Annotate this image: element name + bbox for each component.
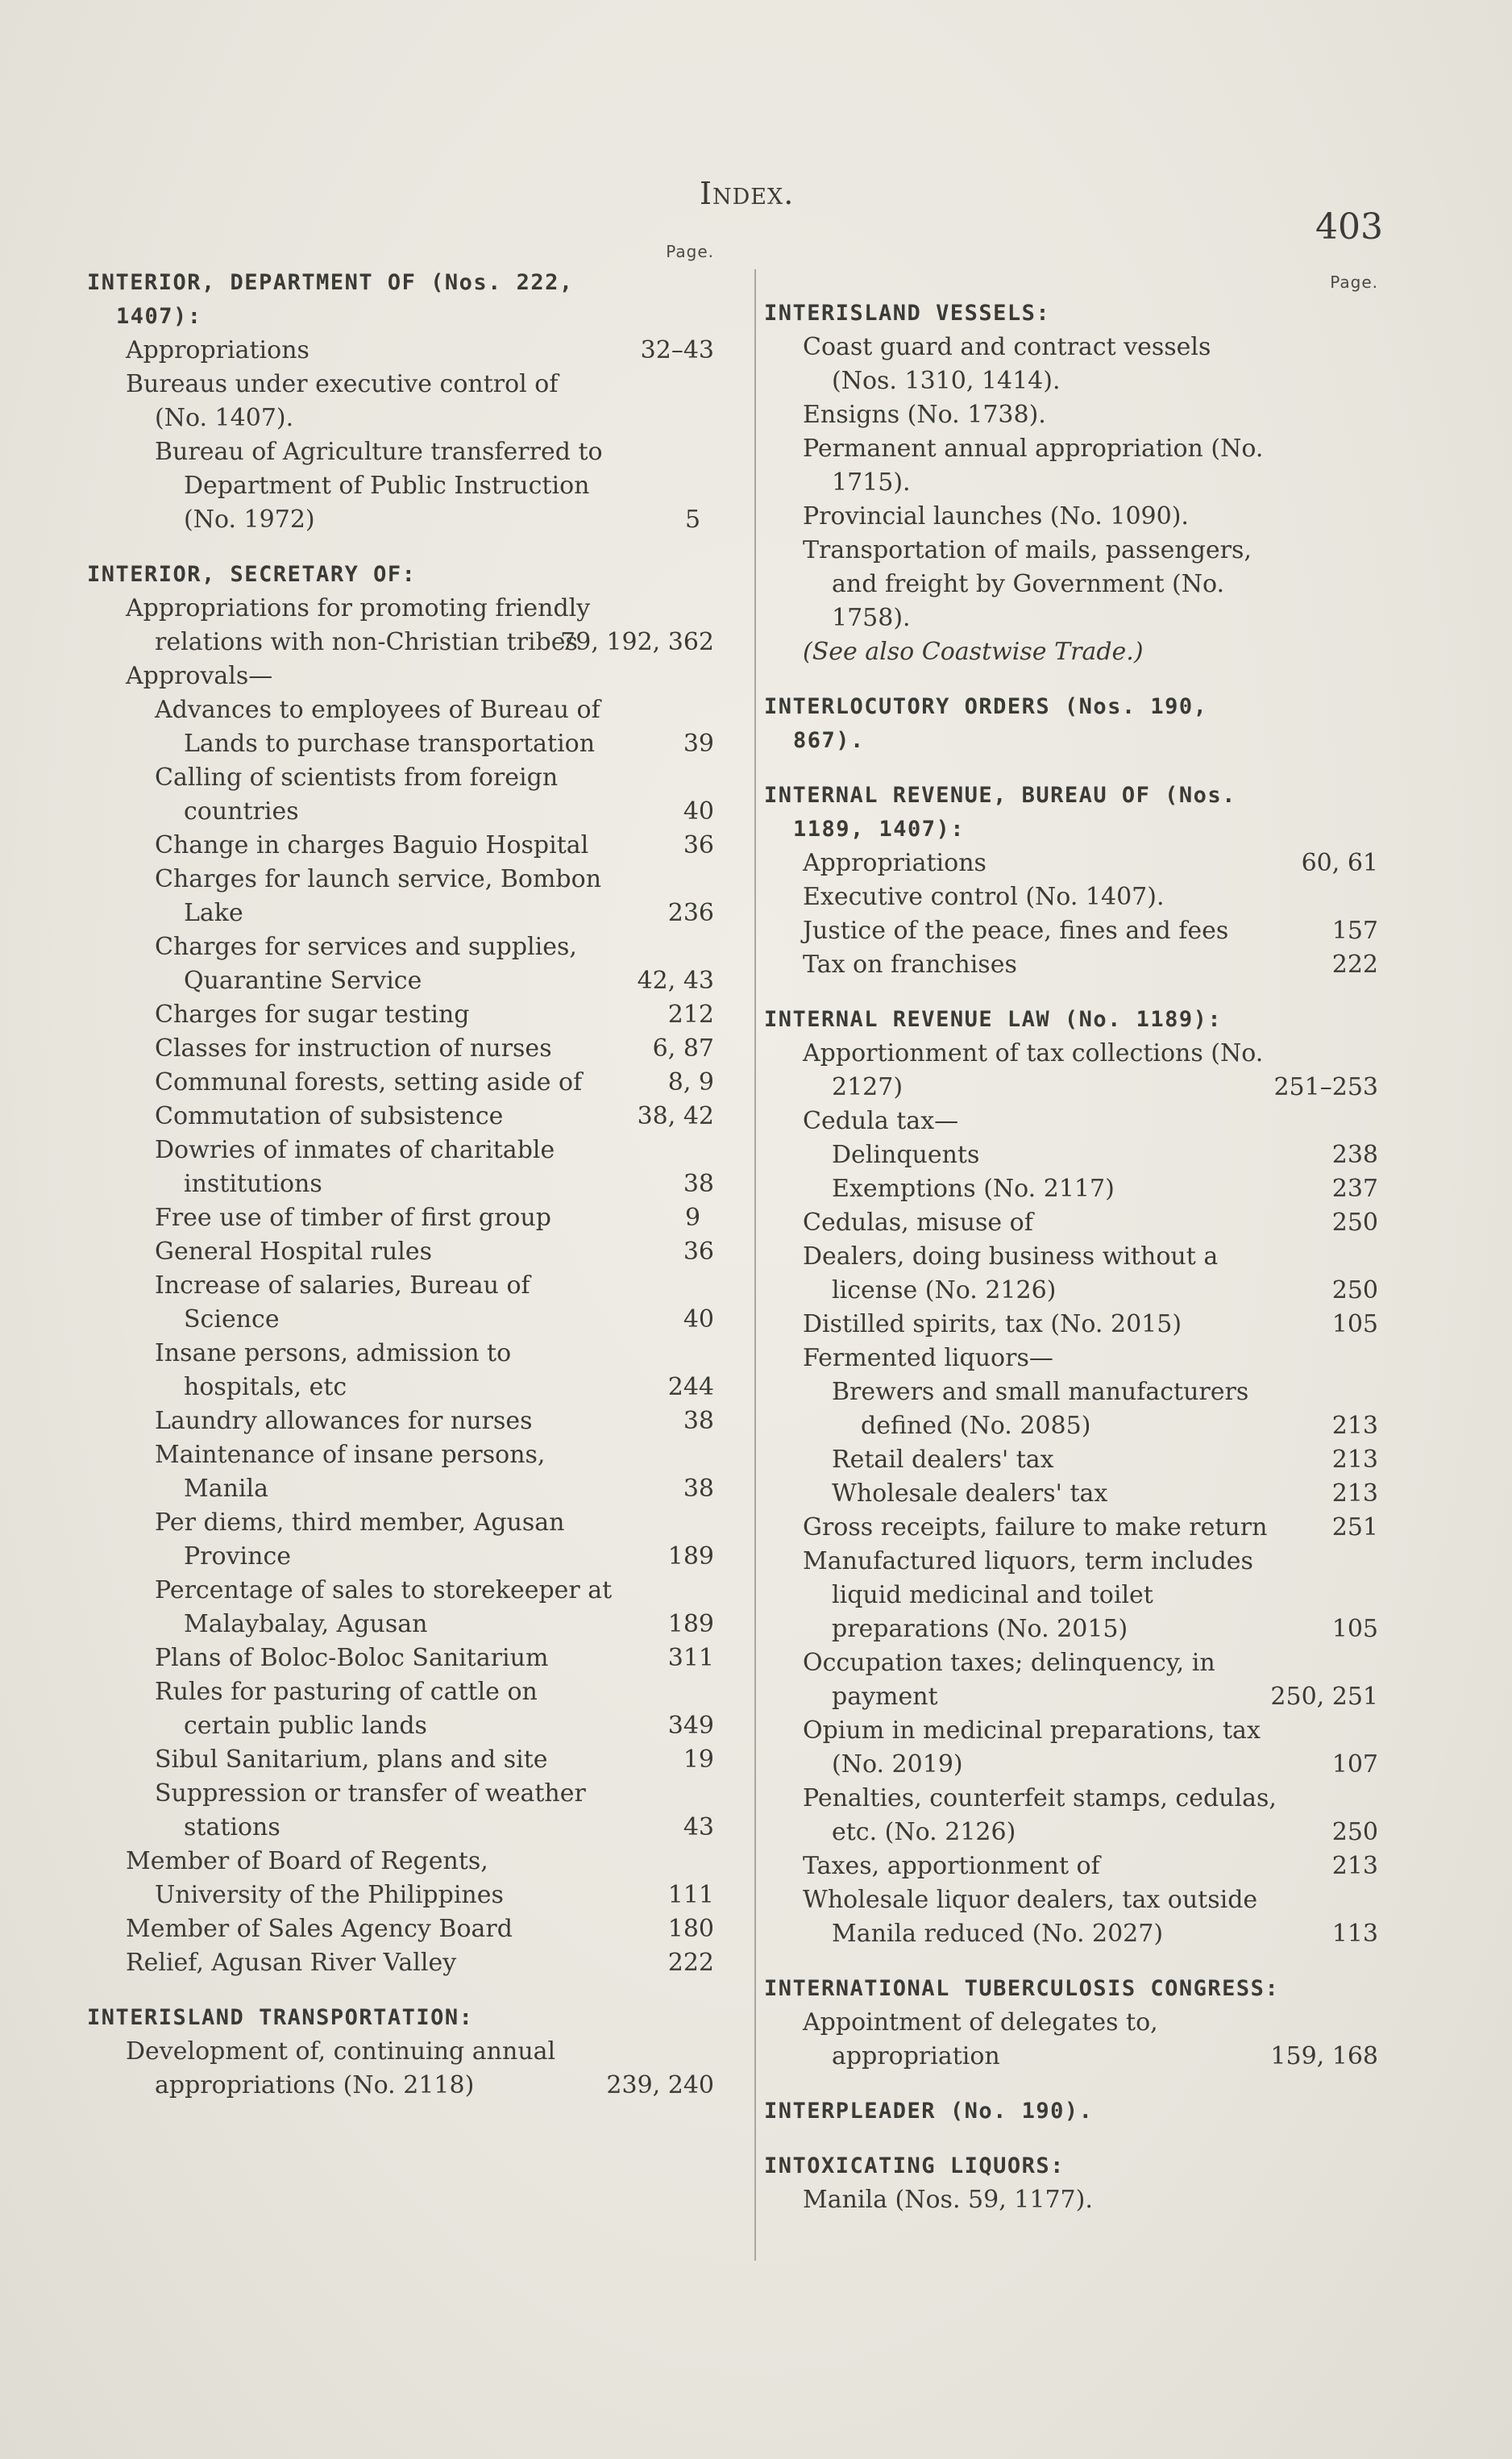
- index-entry: [87, 1743, 714, 1777]
- entry-text: Manufactured liquors, term includes liquid medicinal and toilet preparations (No. 2015): [803, 1547, 1253, 1643]
- entry-page-ref: 105: [1331, 1615, 1378, 1643]
- index-entry: [87, 1235, 714, 1269]
- entry-text: Wholesale dealers' tax: [832, 1479, 1108, 1508]
- index-entry: [87, 998, 714, 1032]
- entry-text: Occupation taxes; delinquency, in payment: [803, 1649, 1215, 1711]
- entry-text: Percentage of sales to storekeeper at Malaybalay, Agusan: [155, 1576, 613, 1638]
- index-entry: [87, 1675, 714, 1743]
- entry-gap: [87, 537, 714, 558]
- entry-text: Manila (Nos. 59, 1177).: [803, 2186, 1093, 2214]
- entry-text: Dowries of inmates of charitable institutions: [155, 1136, 555, 1198]
- index-entry: [764, 948, 1378, 982]
- index-heading: [764, 1972, 1378, 2006]
- index-entry: [87, 1912, 714, 1946]
- index-entry: [87, 1641, 714, 1675]
- entry-text: Charges for sugar testing: [155, 1001, 470, 1029]
- index-heading: [764, 690, 1378, 758]
- index-entry: [764, 914, 1378, 948]
- index-entry: [764, 847, 1378, 880]
- entry-page-ref: 213: [1331, 1479, 1378, 1508]
- entry-text: Justice of the peace, fines and fees: [803, 917, 1229, 945]
- left-column: [87, 242, 714, 2103]
- index-heading: [764, 297, 1378, 331]
- entry-text: Dealers, doing business without a license (No. 2126): [803, 1242, 1219, 1304]
- entry-text: Fermented liquors—: [803, 1344, 1053, 1372]
- entry-page-ref: 251–253: [1273, 1073, 1378, 1101]
- entry-text: Rules for pasturing of cattle on certain public lands: [155, 1678, 538, 1740]
- entry-page-ref: 250: [1331, 1818, 1378, 1846]
- entry-text: Communal forests, setting aside of: [155, 1068, 583, 1096]
- index-entry: [764, 1477, 1378, 1511]
- entry-text: Member of Board of Regents, University of the Philippines: [126, 1847, 504, 1909]
- entry-text: INTERLOCUTORY ORDERS (Nos. 190, 867).: [764, 694, 1208, 753]
- entry-page-ref: 349: [667, 1712, 714, 1740]
- index-entry: [87, 1269, 714, 1337]
- entry-text: INTERIOR, DEPARTMENT OF (Nos. 222, 1407):: [87, 270, 574, 329]
- entry-page-ref: 32–43: [640, 336, 714, 364]
- entry-page-ref: 38: [683, 1475, 714, 1503]
- page-column-label: Page.: [1330, 273, 1378, 292]
- index-entry: [87, 368, 714, 435]
- entry-text: Ensigns (No. 1738).: [803, 401, 1046, 429]
- index-entry: [764, 398, 1378, 432]
- entry-text: Permanent annual appropriation (No. 1715).: [803, 435, 1264, 497]
- entry-page-ref: 111: [667, 1881, 714, 1909]
- index-entry: [764, 331, 1378, 398]
- index-entry: [764, 534, 1378, 635]
- entry-page-ref: 105: [1331, 1310, 1378, 1338]
- index-entry: [87, 1438, 714, 1506]
- entry-page-ref: 36: [683, 831, 714, 859]
- index-heading: [764, 779, 1378, 847]
- entry-text: Free use of timber of first group: [155, 1204, 552, 1232]
- page-column-label: Page.: [666, 242, 714, 261]
- entry-text: Charges for services and supplies, Quarantine Service: [155, 933, 577, 995]
- entry-page-ref: 244: [667, 1373, 714, 1401]
- index-entry: [764, 432, 1378, 500]
- index-entry: [87, 1845, 714, 1912]
- running-head: Index.: [700, 176, 795, 211]
- index-entry: [87, 1134, 714, 1201]
- index-entry: [87, 334, 714, 368]
- entry-text: Delinquents: [832, 1141, 980, 1169]
- entry-text: Exemptions (No. 2117): [832, 1175, 1115, 1203]
- entry-page-ref: 79, 192, 362: [560, 628, 714, 656]
- entry-text: Calling of scientists from foreign countries: [155, 763, 559, 826]
- entry-text: INTERISLAND TRANSPORTATION:: [87, 2005, 474, 2030]
- entry-gap: [764, 669, 1378, 690]
- index-entry: [764, 635, 1378, 669]
- entry-gap: [764, 982, 1378, 1003]
- entry-text: Relief, Agusan River Valley: [126, 1949, 457, 1977]
- entry-text: Commutation of subsistence: [155, 1102, 504, 1130]
- entry-text: Classes for instruction of nurses: [155, 1034, 552, 1063]
- entry-text: Member of Sales Agency Board: [126, 1915, 513, 1943]
- entry-page-ref: 40: [683, 1305, 714, 1334]
- entry-page-ref: 159, 168: [1270, 2042, 1378, 2070]
- entry-page-ref: 311: [667, 1644, 714, 1672]
- entry-text: Tax on franchises: [803, 951, 1017, 979]
- index-entry: [87, 1066, 714, 1100]
- index-entry: [87, 761, 714, 829]
- index-entry: [764, 1206, 1378, 1240]
- index-entry: [87, 1100, 714, 1134]
- index-entry: [87, 659, 714, 693]
- entry-text: Penalties, counterfeit stamps, cedulas, etc. (No. 2126): [803, 1784, 1277, 1846]
- right-entries: [764, 297, 1378, 2217]
- entry-page-ref: 251: [1331, 1513, 1378, 1542]
- entry-text: Transportation of mails, passengers, and freight by Government (No. 1758).: [803, 536, 1252, 632]
- entry-page-ref: 189: [667, 1542, 714, 1571]
- entry-page-ref: 239, 240: [606, 2071, 714, 2099]
- entry-text: Taxes, apportionment of: [803, 1852, 1100, 1880]
- entry-page-ref: 107: [1331, 1750, 1378, 1779]
- entry-page-ref: 43: [683, 1813, 714, 1841]
- entry-text: INTERISLAND VESSELS:: [764, 301, 1051, 326]
- entry-text: Bureau of Agriculture transferred to Department of Public Instruction (No. 1972): [155, 438, 603, 534]
- entry-gap: [764, 1951, 1378, 1972]
- entry-page-ref: 6, 87: [652, 1034, 714, 1063]
- entry-page-ref: 213: [1331, 1412, 1378, 1440]
- entry-text: Brewers and small manufacturers defined (No. 2085): [832, 1378, 1249, 1440]
- entry-gap: [87, 1980, 714, 2001]
- index-entry: [87, 1506, 714, 1574]
- entry-text: Maintenance of insane persons, Manila: [155, 1441, 546, 1503]
- entry-text: Appointment of delegates to, appropriation: [803, 2008, 1158, 2070]
- index-heading: [87, 2001, 714, 2035]
- index-entry: [764, 1443, 1378, 1477]
- entry-text: Laundry allowances for nurses: [155, 1407, 533, 1435]
- entry-text: Distilled spirits, tax (No. 2015): [803, 1310, 1182, 1338]
- entry-page-ref: 40: [683, 797, 714, 826]
- index-entry: [764, 1240, 1378, 1308]
- entry-text: Wholesale liquor dealers, tax outside Manila reduced (No. 2027): [803, 1886, 1258, 1948]
- index-entry: [87, 1777, 714, 1845]
- entry-text: Advances to employees of Bureau of Lands to purchase transportation: [155, 696, 600, 758]
- index-entry: [87, 693, 714, 761]
- entry-text: Charges for launch service, Bombon Lake: [155, 865, 602, 927]
- entry-text: Approvals—: [126, 662, 273, 690]
- entry-text: INTERNAL REVENUE, BUREAU OF (Nos. 1189, 1407):: [764, 783, 1236, 842]
- index-entry: [87, 930, 714, 998]
- entry-page-ref: 213: [1331, 1446, 1378, 1474]
- index-entry: [87, 1032, 714, 1066]
- index-heading: [764, 2095, 1378, 2128]
- index-entry: [87, 1337, 714, 1404]
- index-entry: [764, 1037, 1378, 1105]
- entry-text: INTERIOR, SECRETARY OF:: [87, 562, 417, 587]
- left-entries: [87, 266, 714, 2103]
- entry-text: Gross receipts, failure to make return: [803, 1513, 1268, 1542]
- entry-gap: [764, 758, 1378, 779]
- index-entry: [87, 1404, 714, 1438]
- entry-page-ref: 60, 61: [1301, 849, 1378, 877]
- right-column: [764, 273, 1378, 2217]
- index-entry: [764, 1375, 1378, 1443]
- index-entry: [764, 1782, 1378, 1849]
- entry-text: Coast guard and contract vessels (Nos. 1310, 1414).: [803, 333, 1211, 395]
- entry-page-ref: 180: [667, 1915, 714, 1943]
- entry-gap: [764, 2074, 1378, 2095]
- index-entry: [764, 2183, 1378, 2217]
- index-entry: [764, 1342, 1378, 1375]
- entry-text: Appropriations: [126, 336, 309, 364]
- entry-text: Retail dealers' tax: [832, 1446, 1054, 1474]
- index-entry: [764, 500, 1378, 534]
- index-entry: [764, 1172, 1378, 1206]
- entry-page-ref: 189: [667, 1610, 714, 1638]
- entry-text: Opium in medicinal preparations, tax (No. 2019): [803, 1716, 1261, 1779]
- index-entry: [87, 1946, 714, 1980]
- entry-text: Sibul Sanitarium, plans and site: [155, 1745, 548, 1774]
- index-entry: [764, 1511, 1378, 1545]
- entry-text: INTERNATIONAL TUBERCULOSIS CONGRESS:: [764, 1976, 1280, 2001]
- index-entry: [764, 880, 1378, 914]
- index-heading: [764, 2149, 1378, 2183]
- entry-text: Provincial launches (No. 1090).: [803, 502, 1189, 530]
- entry-text: Suppression or transfer of weather stations: [155, 1779, 586, 1841]
- entry-text: General Hospital rules: [155, 1238, 433, 1266]
- entry-page-ref: 42, 43: [637, 967, 714, 995]
- entry-page-ref: 36: [683, 1238, 714, 1266]
- index-heading: [87, 266, 714, 334]
- entry-page-ref: 157: [1331, 917, 1378, 945]
- page-number: 403: [1315, 206, 1383, 248]
- index-entry: [764, 2006, 1378, 2074]
- entry-page-ref: 250, 251: [1270, 1683, 1378, 1711]
- index-entry: [87, 2035, 714, 2103]
- entry-text: INTOXICATING LIQUORS:: [764, 2153, 1065, 2178]
- index-entry: [87, 863, 714, 930]
- entry-text: Per diems, third member, Agusan Province: [155, 1508, 565, 1571]
- entry-text: Appropriations for promoting friendly relations with non-Christian tribes: [126, 594, 591, 656]
- entry-page-ref: 250: [1331, 1276, 1378, 1304]
- entry-page-ref: 238: [1331, 1141, 1378, 1169]
- entry-page-ref: 213: [1331, 1852, 1378, 1880]
- entry-text: Development of, continuing annual appropriations (No. 2118): [126, 2037, 556, 2099]
- entry-page-ref: 212: [667, 1001, 714, 1029]
- index-heading: [87, 558, 714, 592]
- index-entry: [764, 1646, 1378, 1714]
- index-heading: [764, 1003, 1378, 1037]
- index-entry: [87, 592, 714, 659]
- entry-text: INTERPLEADER (No. 190).: [764, 2099, 1094, 2124]
- entry-gap: [764, 2128, 1378, 2149]
- entry-page-ref: 38: [683, 1170, 714, 1198]
- entry-text: Bureaus under executive control of (No. 1407).: [126, 370, 559, 432]
- entry-text: Increase of salaries, Bureau of Science: [155, 1271, 530, 1334]
- entry-text: Insane persons, admission to hospitals, etc: [155, 1339, 512, 1401]
- index-entry: [764, 1308, 1378, 1342]
- entry-page-ref: 8, 9: [667, 1068, 714, 1096]
- entry-text: (See also Coastwise Trade.): [803, 638, 1144, 666]
- entry-page-ref: 237: [1331, 1175, 1378, 1203]
- entry-page-ref: 222: [1331, 951, 1378, 979]
- entry-text: Cedula tax—: [803, 1107, 959, 1135]
- entry-text: Executive control (No. 1407).: [803, 883, 1165, 911]
- index-entry: [87, 829, 714, 863]
- entry-text: Cedulas, misuse of: [803, 1209, 1033, 1237]
- column-divider: [754, 269, 756, 2261]
- entry-page-ref: 222: [667, 1949, 714, 1977]
- index-entry: [764, 1545, 1378, 1646]
- index-entry: [764, 1714, 1378, 1782]
- entry-text: Change in charges Baguio Hospital: [155, 831, 589, 859]
- entry-page-ref: 38, 42: [637, 1102, 714, 1130]
- index-entry: [764, 1849, 1378, 1883]
- index-entry: Free use of timber of first group 9: [87, 1201, 714, 1235]
- entry-text: INTERNAL REVENUE LAW (No. 1189):: [764, 1007, 1223, 1032]
- index-entry: [87, 1574, 714, 1641]
- index-entry: [764, 1105, 1378, 1138]
- entry-page-ref: 236: [667, 899, 714, 927]
- index-entry: [764, 1883, 1378, 1951]
- entry-page-ref: 19: [683, 1745, 714, 1774]
- entry-text: Apportionment of tax collections (No. 2127): [803, 1039, 1264, 1101]
- index-entry: Bureau of Agriculture transferred to Department of Public Instruction (No. 1972) 5: [87, 435, 714, 537]
- entry-text: Plans of Boloc-Boloc Sanitarium: [155, 1644, 549, 1672]
- entry-page-ref: 113: [1331, 1920, 1378, 1948]
- index-entry: [764, 1138, 1378, 1172]
- entry-page-ref: 39: [683, 730, 714, 758]
- entry-text: Appropriations: [803, 849, 987, 877]
- entry-page-ref: 250: [1331, 1209, 1378, 1237]
- entry-page-ref: 38: [683, 1407, 714, 1435]
